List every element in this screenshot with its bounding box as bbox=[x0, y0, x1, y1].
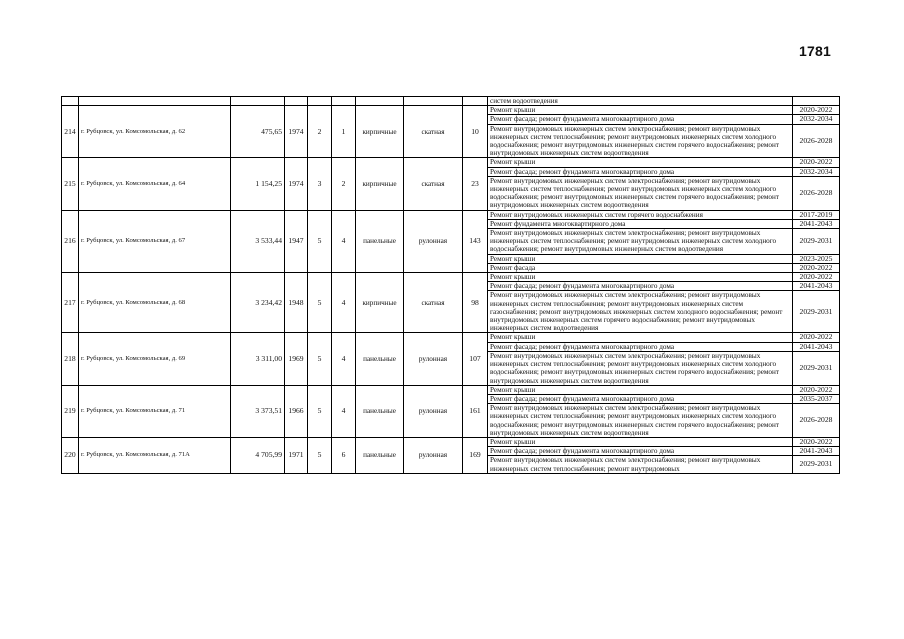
work-description: Ремонт внутридомовых инженерных систем электроснабжения; ремонт внутридомовых инженерных систем теплоснабжения; ремонт внутридомовых инженерных систем холодного водоснабжения; ремонт внутридомовых инженерных систем горячего водоснабжения; ремонт внутридомовых инженерных систем водоотведения bbox=[488, 124, 793, 158]
area-cell: 3 373,51 bbox=[231, 385, 285, 437]
work-description: Ремонт крыши bbox=[488, 254, 793, 263]
work-period: 2029-2031 bbox=[793, 291, 840, 333]
work-period: 2020-2022 bbox=[793, 106, 840, 115]
repair-schedule-table bbox=[61, 96, 840, 474]
address-cell: г. Рубцовск, ул. Комсомольская, д. 71 bbox=[79, 385, 231, 437]
work-period: 2029-2031 bbox=[793, 351, 840, 385]
work-period: 2020-2022 bbox=[793, 385, 840, 394]
area-cell: 1 154,25 bbox=[231, 158, 285, 210]
year-cell: 1969 bbox=[285, 333, 308, 385]
wall-material-cell: панельные bbox=[356, 437, 404, 473]
work-description: Ремонт фасада bbox=[488, 263, 793, 272]
work-period: 2026-2028 bbox=[793, 404, 840, 438]
floors-cell: 5 bbox=[308, 385, 332, 437]
entrances-cell: 4 bbox=[332, 210, 356, 272]
roof-type-cell: рулонная bbox=[404, 385, 463, 437]
year-cell: 1971 bbox=[285, 437, 308, 473]
roof-type-cell: скатная bbox=[404, 106, 463, 158]
entrances-cell: 2 bbox=[332, 158, 356, 210]
wall-material-cell: кирпичные bbox=[356, 158, 404, 210]
floors-cell: 5 bbox=[308, 210, 332, 272]
address-cell: г. Рубцовск, ул. Комсомольская, д. 64 bbox=[79, 158, 231, 210]
year-cell: 1974 bbox=[285, 106, 308, 158]
area-cell: 3 533,44 bbox=[231, 210, 285, 272]
work-description: Ремонт крыши bbox=[488, 333, 793, 342]
table-row bbox=[62, 158, 840, 167]
row-number: 214 bbox=[62, 106, 79, 158]
residents-cell: 169 bbox=[463, 437, 488, 473]
residents-cell: 98 bbox=[463, 273, 488, 333]
table-row bbox=[62, 273, 840, 282]
work-period: 2020-2022 bbox=[793, 273, 840, 282]
work-period: 2041-2043 bbox=[793, 282, 840, 291]
work-description: Ремонт крыши bbox=[488, 273, 793, 282]
work-description: Ремонт фасада; ремонт фундамента многоквартирного дома bbox=[488, 115, 793, 124]
table-row-continuation bbox=[62, 97, 840, 106]
floors-cell: 5 bbox=[308, 437, 332, 473]
roof-type-cell: скатная bbox=[404, 158, 463, 210]
row-number: 218 bbox=[62, 333, 79, 385]
floors-cell: 5 bbox=[308, 273, 332, 333]
floors-cell: 5 bbox=[308, 333, 332, 385]
area-cell: 475,65 bbox=[231, 106, 285, 158]
work-description: Ремонт внутридомовых инженерных систем электроснабжения; ремонт внутридомовых инженерных систем теплоснабжения; ремонт внутридомовых инженерных систем газоснабжения; ремонт внутридомовых инженерных систем холодного водоснабжения; ремонт внутридомовых инженерных систем горячего водоснабжения; ремонт внутридомовых инженерных систем водоотведения bbox=[488, 291, 793, 333]
year-cell: 1966 bbox=[285, 385, 308, 437]
area-cell: 3 311,00 bbox=[231, 333, 285, 385]
area-cell: 3 234,42 bbox=[231, 273, 285, 333]
work-description: Ремонт крыши bbox=[488, 437, 793, 446]
entrances-cell: 6 bbox=[332, 437, 356, 473]
work-period: 2020-2022 bbox=[793, 158, 840, 167]
roof-type-cell: рулонная bbox=[404, 210, 463, 272]
document-sheet bbox=[61, 96, 839, 474]
work-description: Ремонт фасада; ремонт фундамента многоквартирного дома bbox=[488, 394, 793, 403]
work-period: 2041-2043 bbox=[793, 219, 840, 228]
page-number: 1781 bbox=[799, 43, 831, 59]
work-description: Ремонт внутридомовых инженерных систем электроснабжения; ремонт внутридомовых инженерных систем теплоснабжения; ремонт внутридомовых инженерных систем холодного водоснабжения; ремонт внутридомовых инженерных систем горячего водоснабжения; ремонт внутридомовых инженерных систем водоотведения bbox=[488, 176, 793, 210]
work-description: Ремонт внутридомовых инженерных систем электроснабжения; ремонт внутридомовых инженерных систем теплоснабжения; ремонт внутридомовых инженерных систем холодного водоснабжения; ремонт внутридомовых инженерных систем горячего водоснабжения; ремонт внутридомовых инженерных систем водоотведения bbox=[488, 404, 793, 438]
work-period: 2041-2043 bbox=[793, 447, 840, 456]
area-cell: 4 705,99 bbox=[231, 437, 285, 473]
row-number: 219 bbox=[62, 385, 79, 437]
work-description: Ремонт крыши bbox=[488, 158, 793, 167]
floors-cell: 2 bbox=[308, 106, 332, 158]
work-description: Ремонт внутридомовых инженерных систем электроснабжения; ремонт внутридомовых инженерных систем теплоснабжения; ремонт внутридомовых bbox=[488, 456, 793, 473]
work-period: 2035-2037 bbox=[793, 394, 840, 403]
work-period: 2020-2022 bbox=[793, 333, 840, 342]
work-description: систем водоотведения bbox=[488, 97, 793, 106]
year-cell: 1948 bbox=[285, 273, 308, 333]
table-row bbox=[62, 210, 840, 219]
roof-type-cell: рулонная bbox=[404, 333, 463, 385]
residents-cell: 107 bbox=[463, 333, 488, 385]
work-description: Ремонт фасада; ремонт фундамента многоквартирного дома bbox=[488, 447, 793, 456]
work-description: Ремонт крыши bbox=[488, 385, 793, 394]
row-number: 215 bbox=[62, 158, 79, 210]
work-period: 2020-2022 bbox=[793, 263, 840, 272]
entrances-cell: 4 bbox=[332, 333, 356, 385]
address-cell: г. Рубцовск, ул. Комсомольская, д. 69 bbox=[79, 333, 231, 385]
year-cell: 1974 bbox=[285, 158, 308, 210]
work-period: 2026-2028 bbox=[793, 124, 840, 158]
table-row bbox=[62, 333, 840, 342]
wall-material-cell: кирпичные bbox=[356, 106, 404, 158]
address-cell: г. Рубцовск, ул. Комсомольская, д. 68 bbox=[79, 273, 231, 333]
work-description: Ремонт внутридомовых инженерных систем электроснабжения; ремонт внутридомовых инженерных систем теплоснабжения; ремонт внутридомовых инженерных систем холодного водоснабжения; ремонт внутридомовых инженерных систем горячего водоснабжения; ремонт внутридомовых инженерных систем водоотведения bbox=[488, 351, 793, 385]
wall-material-cell: кирпичные bbox=[356, 273, 404, 333]
work-period: 2029-2031 bbox=[793, 456, 840, 473]
address-cell: г. Рубцовск, ул. Комсомольская, д. 62 bbox=[79, 106, 231, 158]
row-number: 217 bbox=[62, 273, 79, 333]
work-period: 2020-2022 bbox=[793, 437, 840, 446]
work-period: 2041-2043 bbox=[793, 342, 840, 351]
entrances-cell: 1 bbox=[332, 106, 356, 158]
residents-cell: 10 bbox=[463, 106, 488, 158]
table-row bbox=[62, 437, 840, 446]
work-description: Ремонт фундамента многоквартирного дома bbox=[488, 219, 793, 228]
floors-cell: 3 bbox=[308, 158, 332, 210]
row-number: 216 bbox=[62, 210, 79, 272]
roof-type-cell: скатная bbox=[404, 273, 463, 333]
entrances-cell: 4 bbox=[332, 273, 356, 333]
table-body bbox=[62, 97, 840, 474]
work-description: Ремонт внутридомовых инженерных систем горячего водоснабжения bbox=[488, 210, 793, 219]
work-period: 2026-2028 bbox=[793, 176, 840, 210]
work-description: Ремонт внутридомовых инженерных систем электроснабжения; ремонт внутридомовых инженерных систем теплоснабжения; ремонт внутридомовых инженерных систем холодного водоснабжения; ремонт внутридомовых инженерных систем водоотведения bbox=[488, 229, 793, 255]
work-period: 2032-2034 bbox=[793, 115, 840, 124]
work-period: 2023-2025 bbox=[793, 254, 840, 263]
entrances-cell: 4 bbox=[332, 385, 356, 437]
work-period: 2032-2034 bbox=[793, 167, 840, 176]
wall-material-cell: панельные bbox=[356, 333, 404, 385]
year-cell: 1947 bbox=[285, 210, 308, 272]
address-cell: г. Рубцовск, ул. Комсомольская, д. 71А bbox=[79, 437, 231, 473]
residents-cell: 143 bbox=[463, 210, 488, 272]
residents-cell: 23 bbox=[463, 158, 488, 210]
work-period: 2017-2019 bbox=[793, 210, 840, 219]
residents-cell: 161 bbox=[463, 385, 488, 437]
work-description: Ремонт фасада; ремонт фундамента многоквартирного дома bbox=[488, 167, 793, 176]
work-description: Ремонт крыши bbox=[488, 106, 793, 115]
wall-material-cell: панельные bbox=[356, 210, 404, 272]
work-description: Ремонт фасада; ремонт фундамента многоквартирного дома bbox=[488, 282, 793, 291]
work-description: Ремонт фасада; ремонт фундамента многоквартирного дома bbox=[488, 342, 793, 351]
work-period: 2029-2031 bbox=[793, 229, 840, 255]
address-cell: г. Рубцовск, ул. Комсомольская, д. 67 bbox=[79, 210, 231, 272]
roof-type-cell: рулонная bbox=[404, 437, 463, 473]
row-number: 220 bbox=[62, 437, 79, 473]
wall-material-cell: панельные bbox=[356, 385, 404, 437]
table-row bbox=[62, 106, 840, 115]
table-row bbox=[62, 385, 840, 394]
